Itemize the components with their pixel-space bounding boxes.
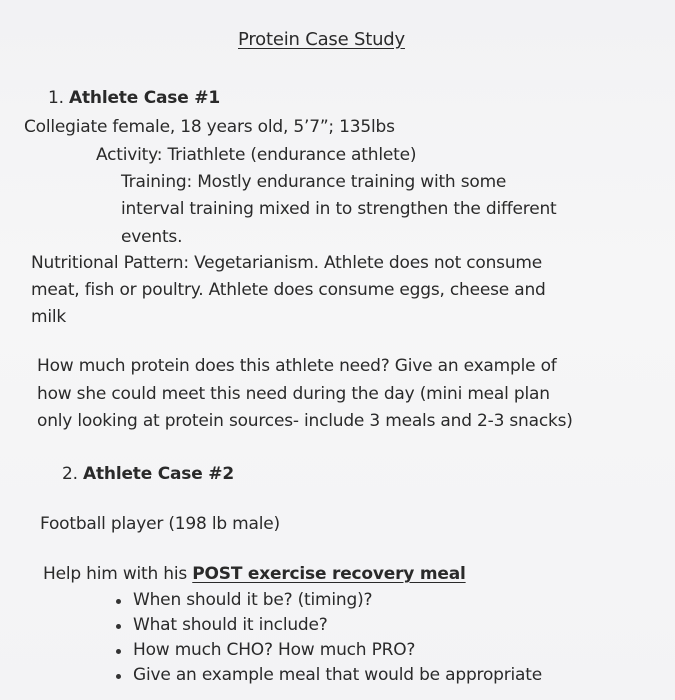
case1-training-line: events. xyxy=(121,227,183,247)
case1-profile: Collegiate female, 18 years old, 5’7”; 135lbs xyxy=(24,117,395,137)
case1-question-line: How much protein does this athlete need? Give an example of xyxy=(37,356,557,376)
case2-help-line xyxy=(43,564,466,584)
case1-training-line: Training: Mostly endurance training with some xyxy=(121,172,507,192)
case1-nutrition-line: meat, fish or poultry. Athlete does consume eggs, cheese and xyxy=(31,280,546,300)
case1-heading xyxy=(48,88,220,108)
case2-number: 2. xyxy=(62,464,78,484)
case2-help-emphasis: POST exercise recovery meal xyxy=(192,564,466,584)
bullet-text: What should it include? xyxy=(133,615,328,635)
bullet-icon xyxy=(116,649,121,654)
case1-question-line: only looking at protein sources- include 3 meals and 2-3 snacks) xyxy=(37,411,573,431)
case1-question-line: how she could meet this need during the day (mini meal plan xyxy=(37,384,550,404)
bullet-icon xyxy=(116,624,121,629)
case1-activity: Activity: Triathlete (endurance athlete) xyxy=(96,145,417,165)
case1-nutrition-line: Nutritional Pattern: Vegetarianism. Athlete does not consume xyxy=(31,253,543,273)
case2-heading-text: Athlete Case #2 xyxy=(83,464,234,484)
bullet-icon xyxy=(116,599,121,604)
case1-number: 1. xyxy=(48,88,64,108)
page-title: Protein Case Study xyxy=(238,29,405,50)
bullet-text: When should it be? (timing)? xyxy=(133,590,373,610)
bullet-text: Give an example meal that would be appropriate xyxy=(133,665,542,685)
bullet-icon xyxy=(116,674,121,679)
case1-training-line: interval training mixed in to strengthen the different xyxy=(121,199,557,219)
case1-heading-text: Athlete Case #1 xyxy=(69,88,220,108)
case2-heading xyxy=(62,464,234,484)
bullet-text: How much CHO? How much PRO? xyxy=(133,640,416,660)
case2-help-prefix: Help him with his xyxy=(43,564,193,584)
case1-nutrition-line: milk xyxy=(31,307,67,327)
case2-profile: Football player (198 lb male) xyxy=(40,514,280,534)
